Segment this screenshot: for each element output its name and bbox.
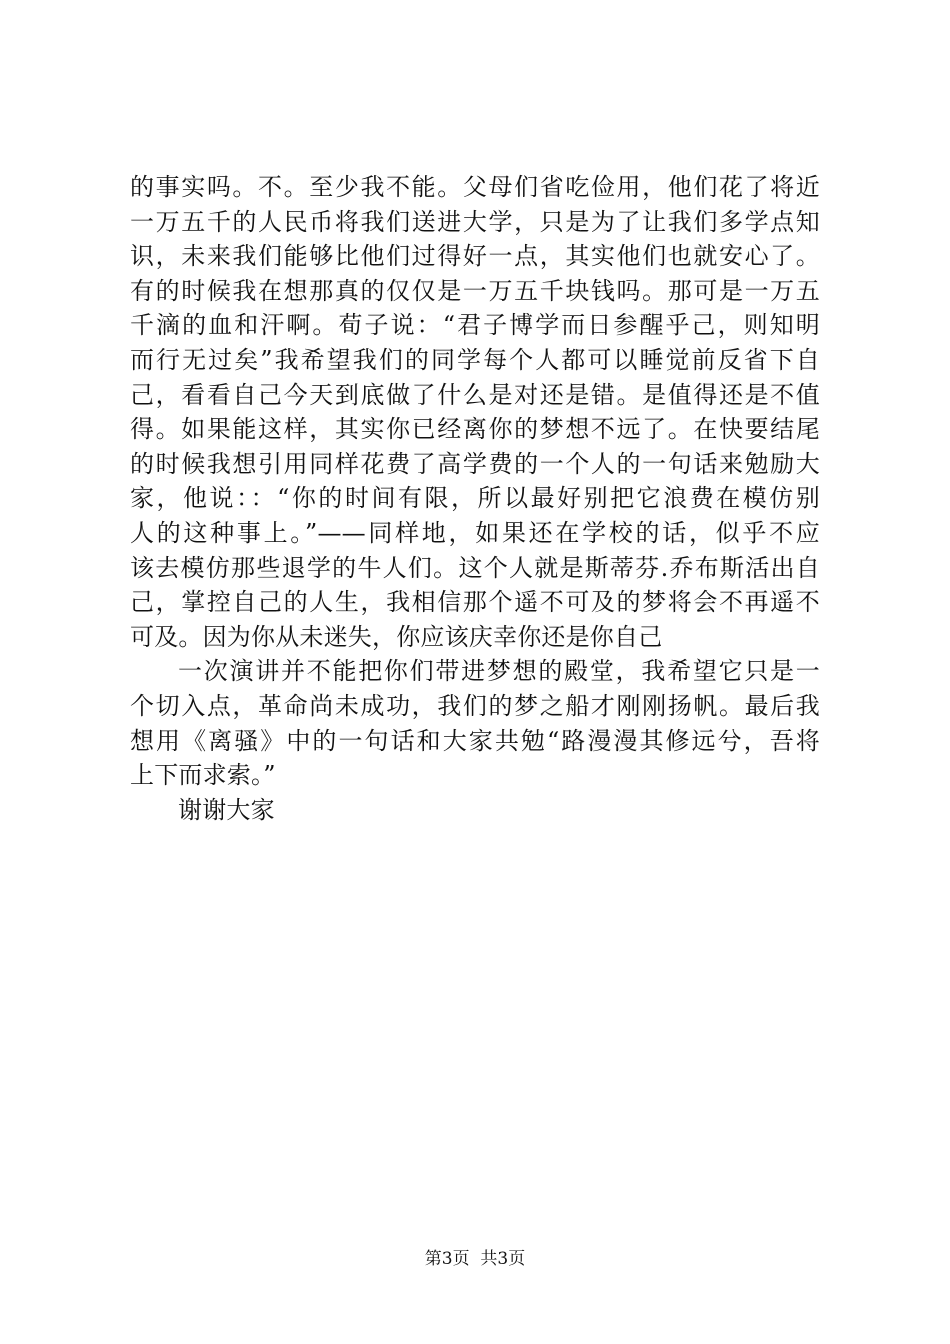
paragraph-1 <box>130 170 820 654</box>
text-line: 有的时候我在想那真的仅仅是一万五千块钱吗。那可是一万五 <box>130 276 820 305</box>
text-line: 得。如果能这样，其实你已经离你的梦想不远了。在快要结尾 <box>130 415 820 444</box>
text-line: 上下而求索。” <box>130 761 276 790</box>
text-line: 识，未来我们能够比他们过得好一点，其实他们也就安心了。 <box>130 242 820 271</box>
text-line: 而行无过矣”我希望我们的同学每个人都可以睡觉前反省下自 <box>130 345 820 374</box>
paragraph-2 <box>130 654 820 792</box>
page-number: 第3页 共3页 <box>424 1249 526 1269</box>
text-line: 该去模仿那些退学的牛人们。这个人就是斯蒂芬.乔布斯活出自 <box>130 553 820 582</box>
text-line: 想用《离骚》中的一句话和大家共勉“路漫漫其修远兮，吾将 <box>130 726 820 755</box>
text-line: 家，他说：：“你的时间有限，所以最好别把它浪费在模仿别 <box>130 484 820 513</box>
page-footer <box>0 1248 950 1270</box>
text-line: 可及。因为你从未迷失，你应该庆幸你还是你自己 <box>130 622 663 651</box>
text-line: 一次演讲并不能把你们带进梦想的殿堂，我希望它只是一 <box>178 657 820 686</box>
text-line: 人的这种事上。”——同样地，如果还在学校的话，似乎不应 <box>130 518 820 547</box>
text-line: 己，看看自己今天到底做了什么是对还是错。是值得还是不值 <box>130 380 820 409</box>
closing-line: 谢谢大家 <box>178 795 275 824</box>
text-line: 一万五千的人民币将我们送进大学，只是为了让我们多学点知 <box>130 207 820 236</box>
text-line: 个切入点，革命尚未成功，我们的梦之船才刚刚扬帆。最后我 <box>130 691 820 720</box>
text-line: 千滴的血和汗啊。荀子说：“君子博学而日参醒乎己，则知明 <box>130 311 820 340</box>
text-line: 的事实吗。不。至少我不能。父母们省吃俭用，他们花了将近 <box>130 173 820 201</box>
text-line: 己，掌控自己的人生，我相信那个遥不可及的梦将会不再遥不 <box>130 588 820 617</box>
document-body <box>130 170 820 827</box>
text-line: 的时候我想引用同样花费了高学费的一个人的一句话来勉励大 <box>130 449 820 478</box>
